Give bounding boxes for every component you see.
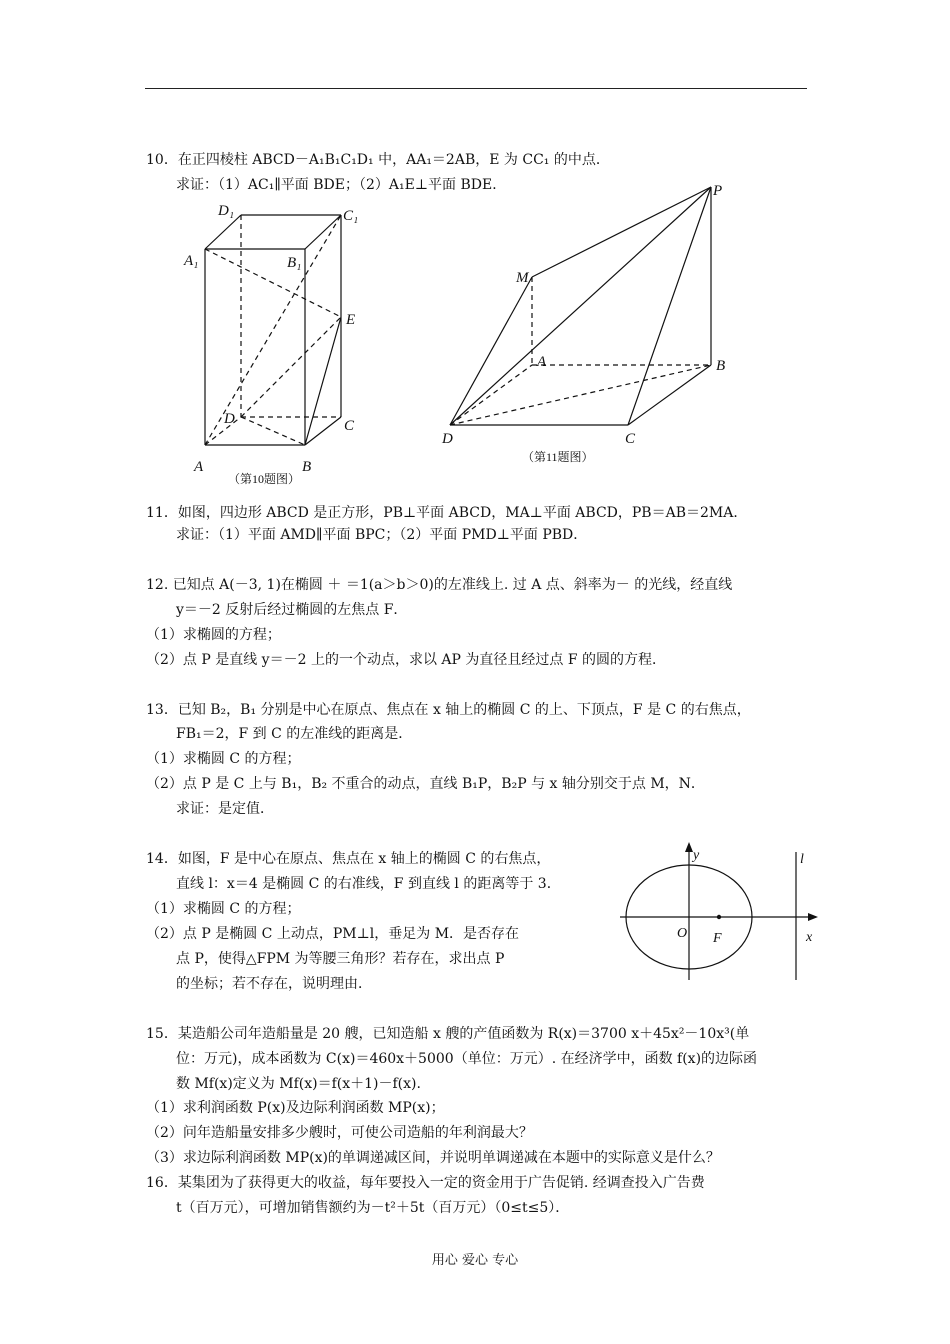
- fig10-caption: （第10题图）: [228, 472, 301, 486]
- page-footer: 用心 爱心 专心: [431, 1253, 519, 1268]
- fig10-label-C: C: [344, 418, 355, 434]
- fig11-label-D: D: [442, 431, 453, 447]
- q12-part2: （2）点 P 是直线 y＝－2 上的一个动点，求以 AP 为直径且经过点 F 的圆的方程．: [146, 652, 666, 668]
- q14-line1: 14．如图，F 是中心在原点、焦点在 x 轴上的椭圆 C 的右焦点，: [146, 851, 551, 867]
- fig14-label-l: l: [800, 852, 804, 867]
- figure-11-pyramid: [430, 175, 750, 470]
- q14-part2c: 的坐标；若不存在，说明理由．: [176, 976, 372, 992]
- fig11-label-C: C: [625, 431, 636, 447]
- fig11-label-B: B: [716, 358, 726, 374]
- fig10-label-B1: B₁: [287, 255, 302, 271]
- fig14-label-F: F: [713, 931, 722, 946]
- fig10-label-D: D: [224, 411, 235, 427]
- fig11-label-P: P: [713, 183, 723, 199]
- q13-part1: （1）求椭圆 C 的方程；: [146, 751, 301, 767]
- q14-part2b: 点 P，使得△FPM 为等腰三角形？若存在，求出点 P: [176, 951, 505, 967]
- fig11-caption: （第11题图）: [522, 450, 594, 464]
- q15-part3: （3）求边际利润函数 MP(x)的单调递减区间，并说明单调递减在本题中的实际意义是什么？: [146, 1150, 720, 1166]
- q15-line1: 15．某造船公司年造船量是 20 艘，已知造船 x 艘的产值函数为 R(x)＝3700 x＋45x²－10x³(单: [146, 1026, 750, 1042]
- q11-line1: 11．如图，四边形 ABCD 是正方形，PB⊥平面 ABCD，MA⊥平面 ABCD，PB＝AB＝2MA．: [146, 505, 748, 521]
- fig11-label-A: A: [537, 354, 547, 370]
- q11-line2: 求证：（1）平面 AMD∥平面 BPC；（2）平面 PMD⊥平面 PBD．: [176, 527, 588, 543]
- q13-line2: FB₁＝2，F 到 C 的左准线的距离是．: [176, 726, 413, 742]
- fig10-label-C1: C₁: [343, 208, 359, 224]
- q13-line1: 13．已知 B₂，B₁ 分别是中心在原点、焦点在 x 轴上的椭圆 C 的上、下顶点，F 是 C 的右焦点，: [146, 702, 751, 718]
- q10-line1: 10．在正四棱柱 ABCD－A₁B₁C₁D₁ 中，AA₁＝2AB，E 为 CC₁ 的中点．: [146, 152, 610, 168]
- q15-line3: 数 Mf(x)定义为 Mf(x)＝f(x＋1)－f(x).: [176, 1076, 421, 1092]
- fig10-label-B: B: [302, 459, 312, 475]
- fig10-label-D1: D₁: [218, 203, 235, 219]
- fig14-label-y: y: [693, 848, 700, 863]
- q12-part1: （1）求椭圆的方程；: [146, 627, 281, 643]
- fig14-label-x: x: [806, 930, 813, 945]
- q15-part2: （2）问年造船量安排多少艘时，可使公司造船的年利润最大？: [146, 1125, 533, 1141]
- fig10-label-A1: A₁: [184, 253, 199, 269]
- fig10-label-A: A: [194, 459, 204, 475]
- q13-part2: （2）点 P 是 C 上与 B₁，B₂ 不重合的动点，直线 B₁P，B₂P 与 x 轴分别交于点 M，N．: [146, 776, 705, 792]
- q14-part1: （1）求椭圆 C 的方程；: [146, 901, 301, 917]
- fig10-label-E: E: [346, 312, 356, 328]
- figure-10-prism: [170, 195, 370, 495]
- q16-line1: 16．某集团为了获得更大的收益，每年要投入一定的资金用于广告促销. 经调查投入广告费: [146, 1175, 705, 1191]
- q12-line2: y＝－2 反射后经过椭圆的左焦点 F．: [176, 602, 408, 618]
- q13-part3: 求证：是定值．: [176, 801, 274, 817]
- q14-part2a: （2）点 P 是椭圆 C 上动点，PM⊥l，垂足为 M．是否存在: [146, 926, 520, 942]
- fig11-label-M: M: [516, 270, 529, 286]
- q10-line2: 求证：（1）AC₁∥平面 BDE；（2）A₁E⊥平面 BDE．: [176, 177, 507, 193]
- q15-line2: 位：万元)，成本函数为 C(x)＝460x＋5000（单位：万元）. 在经济学中，函数 f(x)的边际函: [176, 1051, 758, 1067]
- fig14-label-O: O: [677, 926, 688, 941]
- q15-part1: （1）求利润函数 P(x)及边际利润函数 MP(x)；: [146, 1100, 445, 1116]
- q12-line1: 12. 已知点 A(－3, 1)在椭圆 ＋ ＝1(a＞b＞0)的左准线上. 过 A 点、斜率为－ 的光线，经直线: [146, 577, 733, 593]
- q16-line2: t（百万元），可增加销售额约为－t²＋5t（百万元）（0≤t≤5）．: [176, 1200, 570, 1216]
- header-rule: [145, 88, 807, 89]
- q14-line2: 直线 l：x＝4 是椭圆 C 的右准线，F 到直线 l 的距离等于 3．: [176, 876, 561, 892]
- focus-point-f: [717, 915, 721, 919]
- figure-14-ellipse: [612, 838, 827, 986]
